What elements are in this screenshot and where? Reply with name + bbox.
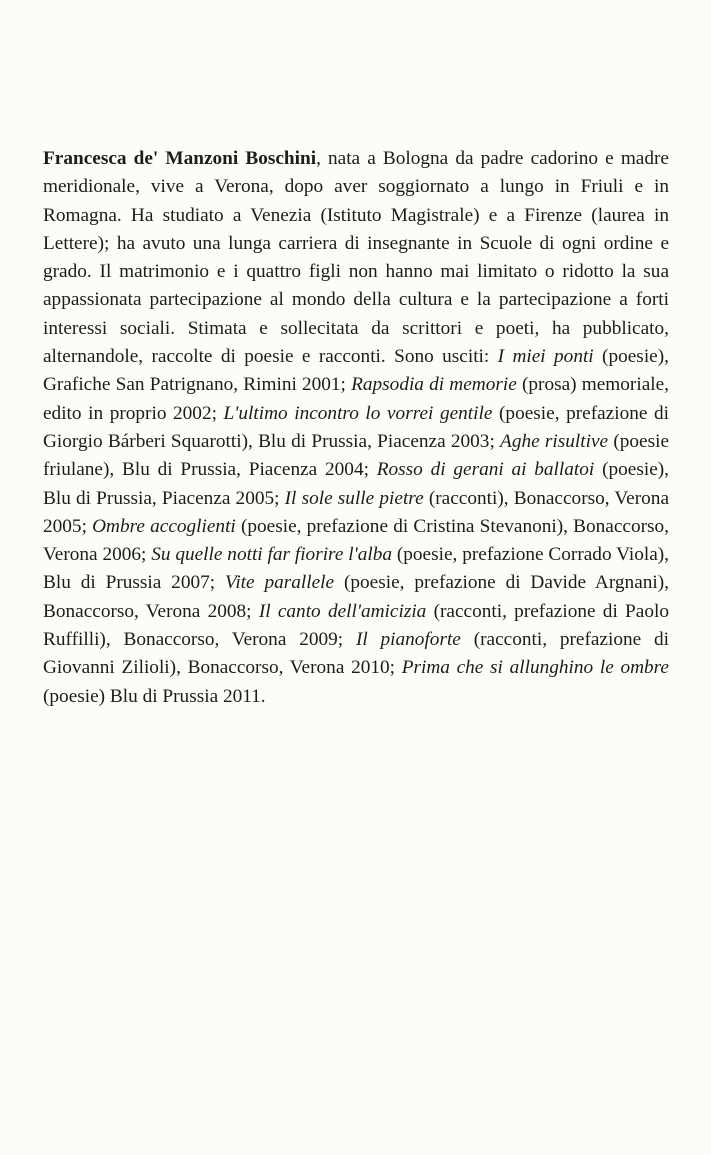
work-details: (poesie) Blu di Prussia 2011. — [43, 685, 266, 707]
work-title: Prima che si allunghino le ombre — [401, 657, 669, 679]
work-title: Aghe risultive — [500, 430, 609, 452]
work-title: Il sole sulle pietre — [284, 487, 424, 509]
work-title: Vite parallele — [224, 572, 335, 594]
work-title: L'ultimo incontro lo vorrei gentile — [223, 402, 493, 424]
work-title: Ombre accoglienti — [92, 515, 236, 537]
work-details: (racconti), Bonaccorso, Verona 2005; — [43, 487, 669, 537]
work-details: (poesie), Grafiche San Patrignano, Rimini 2001; — [43, 346, 669, 396]
work-details: (prosa) memoriale, edito in proprio 2002; — [43, 374, 670, 424]
work-details: (poesie friulane), Blu di Prussia, Piacenza 2004; — [43, 430, 670, 481]
work-title: Il canto dell'amicizia — [258, 600, 427, 622]
work-details: (poesie, prefazione di Davide Argnani), Bonaccorso, Verona 2008; — [43, 572, 669, 622]
work-details: (racconti, prefazione di Paolo Ruffilli), Bonaccorso, Verona 2009; — [43, 600, 669, 651]
author-biography — [43, 145, 669, 711]
work-title: Su quelle notti far fiorire l'alba — [151, 544, 393, 566]
work-details: (racconti, prefazione di Giovanni Zilioli), Bonaccorso, Verona 2010; — [43, 629, 669, 679]
work-details: (poesie, prefazione Corrado Viola), Blu di Prussia 2007; — [43, 544, 669, 594]
author-name: Francesca de' Manzoni Boschini — [43, 148, 317, 169]
work-details: (poesie), Blu di Prussia, Piacenza 2005; — [43, 459, 669, 509]
biography-intro: , nata a Bologna da padre cadorino e madre meridionale, vive a Verona, dopo aver soggiornato a lungo in Friuli e in Romagna. Ha studiato a Venezia (Istituto Magistrale) e a Firenze (laurea in Lettere); ha avuto una lunga carriera di insegnante in Scuole di ogni ordine e grado. Il matrimonio e i quattro figli non hanno mai limitato o ridotto la sua appassionata partecipazione al mondo della cultura e la partecipazione a forti interessi sociali. Stimata e sollecitata da scrittori e poeti, ha pubblicato, alternandole, raccolte di poesie e racconti. Sono usciti: — [43, 148, 669, 368]
work-details: (poesie, prefazione di Giorgio Bárberi Squarotti), Blu di Prussia, Piacenza 2003; — [43, 402, 670, 452]
work-title: Il pianoforte — [355, 629, 461, 651]
work-title: I miei ponti — [497, 346, 594, 368]
work-title: Rapsodia di memorie — [351, 374, 517, 396]
work-details: (poesie, prefazione di Cristina Stevanoni), Bonaccorso, Verona 2006; — [43, 515, 669, 566]
work-title: Rosso di gerani ai ballatoi — [376, 459, 595, 481]
